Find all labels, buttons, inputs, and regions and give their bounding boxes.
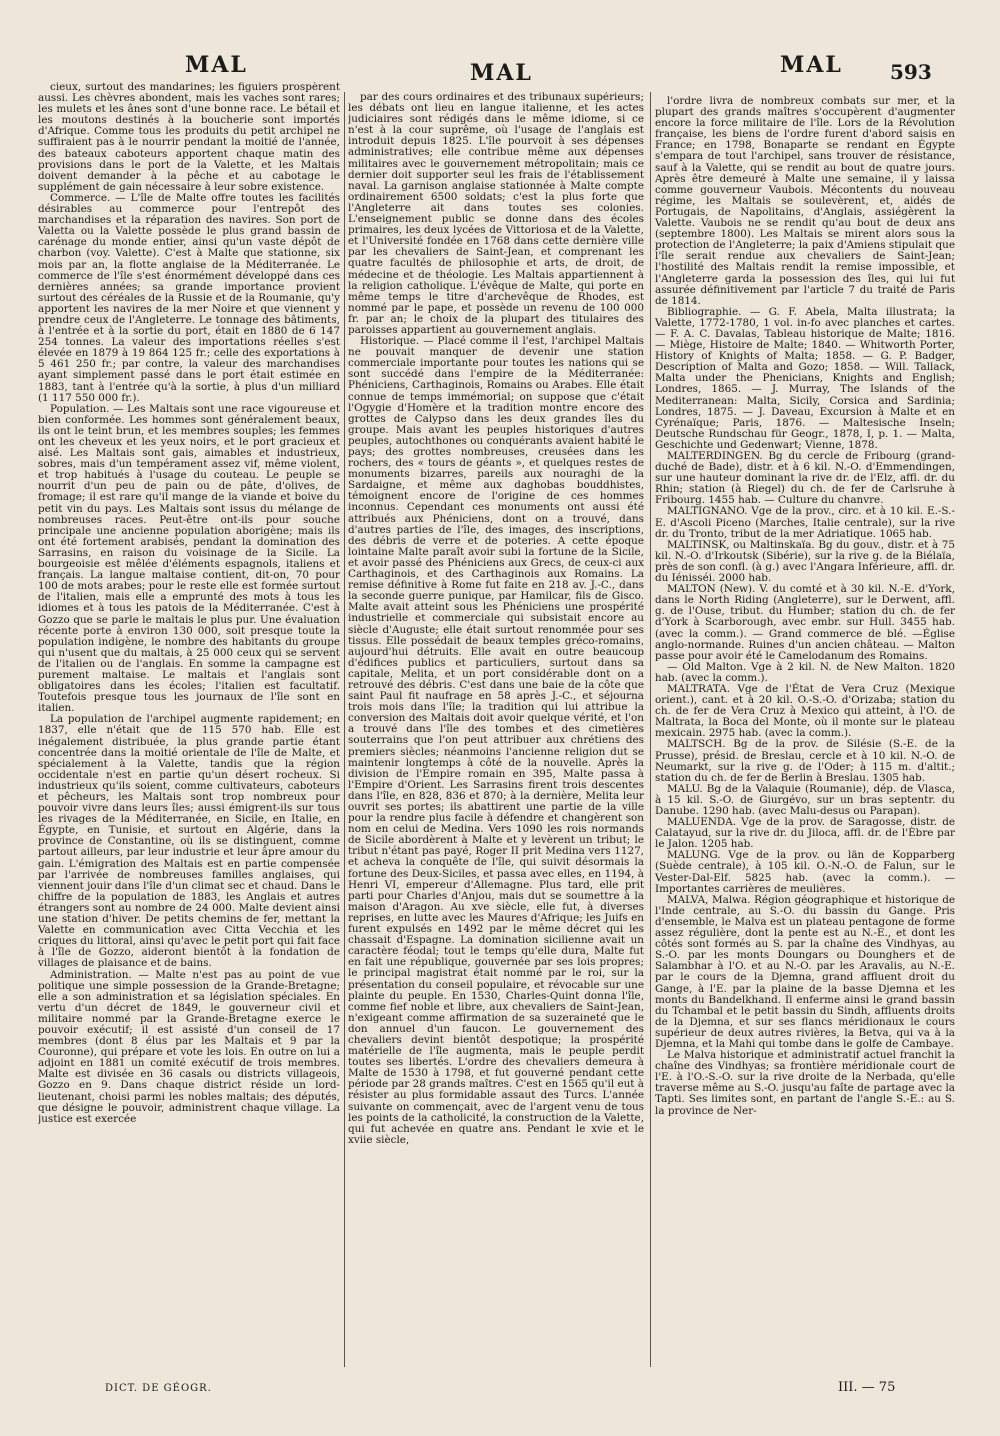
paragraph: Le Malva historique et administratif actuel franchit la chaîne des Vindhyas; sa frontière méridionale court de l'E. à l'O.-S.-O. sur la rive droite de la Nerbada, qu'elle traverse même au S.-O. jusqu'au faîte de partage avec la Tapti. Ses limites sont, en partant de l'angle S.-E.: au S. la province de Ner- xyxy=(655,1049,955,1117)
entry-malva: MALVA, Malwa. Région géographique et historique de l'Inde centrale, au S.-O. du bassin du Gange. Pris d'ensemble, le Malva est un plateau pentagone de forme assez régulière, dont la pente est au N.-E., et dont les côtés sont formés au S. par la chaîne des Vindhyas, au S.-O. par les monts Doungars ou Dounghers et de Salambhar à l'O. et au N.-O. par les Aravalis, au N.-E. par le cours de la Djemna, grand affluent droit du Gange, à l'E. par la plaine de la basse Djemna et les monts du Bandelkhand. Il enferme ainsi le grand bassin du Tchambal et le petit bassin du Sindh, affluents droits de la Djemna, et sur ses flancs méridionaux le cours supérieur de deux autres rivières, la Betva, qui va à la Djemna, et la Mahi qui tombe dans le golfe de Cambaye. xyxy=(655,893,955,1050)
paragraph: cieux, surtout des mandarines; les figuiers prospèrent aussi. Les chèvres abondent, mais les vaches sont rares; les mulets et les ânes sont d'une bonne race. Le bétail et les moutons destinés à la boucherie sont importés d'Afrique. Comme tous les produits du petit archipel ne suffiraient pas à le nourrir pendant la moitié de l'année, des bateaux caboteurs apportent chaque matin des provisions dans le port de la Valette, et les Maltais doivent demander à la pêche et au cabotage le supplément de gain nécessaire à leur sobre existence. xyxy=(38,82,340,193)
entry-malung: MALUNG. Vge de la prov. ou län de Kopparberg (Suède centrale), à 105 kil. O.-N.-O. de Falun, sur le Vester-Dal-Elf. 5825 hab. (avec la comm.). — Importantes carrières de meulières. xyxy=(655,849,955,895)
paragraph: l'ordre livra de nombreux combats sur mer, et la plupart des grands maîtres s'occupèrent d'augmenter encore la force militaire de l'île. Lors de la Révolution française, les biens de l'ordre furent d'abord saisis en France; en 1798, Bonaparte se rendant en Égypte s'empara de tout l'archipel, sans trouver de résistance, sauf à la Valette, qui se rendit au bout de quatre jours. Après être demeuré à Malte une semaine, il y laissa comme gouverneur Vaubois. Mécontents du nouveau régime, les Maltais se soulevèrent, et, aidés de Portugais, de Napolitains, d'Anglais, assiégèrent la Valette. Vaubois ne se rendit qu'au bout de deux ans (septembre 1800). Les Maltais se mirent alors sous la protection de l'Angleterre; la paix d'Amiens stipulait que l'île serait rendue aux chevaliers de Saint-Jean; l'hostilité des Maltais rendit la remise impossible, et l'Angleterre garda la possession des îles, qui lui fut assurée définitivement par l'article 7 du traité de Paris de 1814. xyxy=(655,96,955,307)
column-middle xyxy=(348,92,644,1382)
paragraph: Historique. — Placé comme il l'est, l'archipel Maltais ne pouvait manquer de devenir une station commerciale importante pour toutes les nations qui se sont succédé dans l'empire de la Méditerranée: Phéniciens, Carthaginois, Romains ou Arabes. Elle était connue de temps immémorial; on suppose que c'était l'Ogygie d'Homère et la tradition montre encore des grottes de Calypso dans les deux grandes îles du groupe. Mais avant les peuples historiques d'autres peuples, autochthones ou conquérants avaient habité le pays; des grottes nombreuses, creusées dans les rochers, des « tours de géants », et quelques restes de monuments bizarres, pareils aux nouraghi de la Sardaigne, et même aux daghobas bouddhistes, témoignent encore de l'origine de ces hommes inconnus. Cependant ces monuments ont aussi été attribués aux Phéniciens, dont on a trouvé, dans d'autres parties de l'île, des images, des inscriptions, des débris de verre et de poteries. A cette époque lointaine Malte paraît avoir subi la fortune de la Sicile, et avoir passé des Phéniciens aux Grecs, de ceux-ci aux Carthaginois, et des Carthaginois aux Romains. La remise définitive à Rome fut faite en 218 av. J.-C., dans la seconde guerre punique, par Hamilcar, fils de Gisco. Malte avait atteint sous les Phéniciens une prospérité industrielle et commerciale qui subsistait encore au siècle d'Auguste; elle était surtout renommée pour ses tissus. Elle possédait de beaux temples gréco-romains, aujourd'hui détruits. Elle avait en outre beaucoup d'édifices publics et particuliers, surtout dans sa capitale, Melita, et un port considérable dont on a retrouvé des débris. C'est dans une baie de la côte que saint Paul fit naufrage en 58 après J.-C., et séjourna trois mois dans l'île; la tradition qui lui attribue la conversion des Maltais doit avoir quelque vérité, et l'on a trouvé dans l'île des tombes et des cimetières souterrains que l'on peut attribuer aux chrétiens des premiers siècles; néanmoins l'ancienne religion dut se maintenir longtemps à côté de la nouvelle. Après la division de l'Empire romain en 395, Malte passa à l'Empire d'Orient. Les Sarrasins firent trois descentes dans l'île, en 828, 836 et 870; à la dernière, Melita leur ouvrit ses portes; ils abattirent une partie de la ville pour la rendre plus facile à défendre et changèrent son nom en celui de Medina. Vers 1090 les rois normands de Sicile abordèrent à Malte et y levèrent un tribut; le tribut n'étant pas payé, Roger II prit Medina vers 1127, et acheva la conquête de l'île, qui suivit désormais la fortune des Deux-Siciles, et passa avec elles, en 1194, à Henri VI, empereur d'Allemagne. Plus tard, elle prit parti pour Charles d'Anjou, mais dut se soumettre à la maison d'Aragon. Au xve siècle, elle fut, à diverses reprises, en lutte avec les Maures d'Afrique; les Juifs en furent expulsés en 1492 par le même décret qui les chassait d'Espagne. La domination sicilienne avait un caractère féodal; tout le temps qu'elle dura, Malte fut en fait une république, gouvernée par ses lois propres; le principal magistrat était nommé par le roi, sur la présentation du conseil populaire, et révocable sur une plainte du peuple. En 1530, Charles-Quint donna l'île, comme fief noble et libre, aux chevaliers de Saint-Jean, n'exigeant comme affirmation de sa suzeraineté que le don annuel d'un faucon. Le gouvernement des chevaliers devint bientôt despotique; la prospérité matérielle de l'île augmenta, mais le peuple perdit toutes ses libertés. L'ordre des chevaliers demeura à Malte de 1530 à 1798, et fut gouverné pendant cette période par 28 grands maîtres. C'est en 1565 qu'il eut à résister au plus formidable assaut des Turcs. L'année suivante on commençait, avec de l'argent venu de tous les points de la catholicité, la construction de la Valette, qui fut achevée en quatre ans. Pendant le xvie et le xviie siècle, xyxy=(348,335,644,1146)
paragraph: La population de l'archipel augmente rapidement; en 1837, elle n'était que de 115 570 hab. Elle est inégalement distribuée, la plus grande partie étant concentrée dans la moitié orientale de l'île de Malte, et spécialement à la Valette, tandis que la région occidentale n'est en partie qu'un désert rocheux. Si industrieux qu'ils soient, comme cultivateurs, caboteurs et pêcheurs, les Maltais sont trop nombreux pour pouvoir vivre dans leurs îles; aussi émigrent-ils sur tous les rivages de la Méditerranée, en Sicile, en Italie, en Égypte, en Tunisie, et surtout en Algérie, dans la province de Constantine, où ils se distinguent, comme partout ailleurs, par leur industrie et leur âpre amour du gain. L'émigration des Maltais est en partie compensée par l'arrivée de nombreuses familles anglaises, qui viennent jouir dans l'île d'un climat sec et chaud. Dans le chiffre de la population de 1883, les Anglais et autres étrangers sont au nombre de 24 000. Malte devient ainsi une station d'hiver. De petits chemins de fer, mettant la Valette en communication avec Citta Vecchia et les criques du littoral, ainsi qu'avec le petit port qui fait face à l'île de Gozzo, aideront bientôt à la fondation de villages de plaisance et de bains. xyxy=(38,713,340,970)
page-number: 593 xyxy=(890,60,932,84)
entry-maltignano: MALTIGNANO. Vge de la prov., circ. et à 10 kil. E.-S.-E. d'Ascoli Piceno (Marches, Italie centrale), sur la rive dr. du Tronto, tribut de la mer Adriatique. 1065 hab. xyxy=(655,505,955,540)
entry-maltsch: MALTSCH. Bg de la prov. de Silésie (S.-E. de la Prusse), présid. de Breslau, cercle et à 10 kil. N.-O. de Neumarkt, sur la rive g. de l'Oder; à 115 m. d'altit.; station du ch. de fer de Berlin à Breslau. 1305 hab. xyxy=(655,738,955,784)
column-right xyxy=(655,96,955,1386)
footer-volume: III. — 75 xyxy=(838,1380,896,1395)
paragraph: par des cours ordinaires et des tribunaux supérieurs; les débats ont lieu en langue italienne, et les actes judiciaires sont rédigés dans le même idiome, si ce n'est à la cour suprême, où l'usage de l'anglais est introduit depuis 1825. L'île pourvoit à ses dépenses administratives; elle contribue même aux dépenses militaires avec le gouvernement métropolitain; mais ce dernier doit supporter seul les frais de l'établissement naval. La garnison anglaise stationnée à Malte compte ordinairement 6500 soldats; c'est la plus forte que l'Angleterre ait dans toutes ses colonies. L'enseignement public se donne dans des écoles primaires, les deux lycées de Vittoriosa et de la Valette, et l'Université fondée en 1768 dans cette dernière ville par les chevaliers de Saint-Jean, et comprenant les quatre facultés de philosophie et arts, de droit, de médecine et de théologie. Les Maltais appartiennent à la religion catholique. L'évêque de Malte, qui porte en même temps le titre d'archevêque de Rhodes, est nommé par le pape, et possède un revenu de 100 000 fr. par an; le choix de la plupart des titulaires des paroisses appartient au gouvernement anglais. xyxy=(348,92,644,336)
footer-signature: DICT. DE GÉOGR. xyxy=(105,1383,212,1394)
entry-malton: MALTON (New). V. du comté et à 30 kil. N.-E. d'York, dans le North Riding (Angleterre), sur le Derwent, affl. g. de l'Ouse, tribut. du Humber; station du ch. de fer d'York à Scarborough, avec embr. sur Hull. 3455 hab. (avec la comm.). — Grand commerce de blé. —Église anglo-normande. Ruines d'un ancien château. — Malton passe pour avoir été le Camelodanum des Romains. xyxy=(655,583,955,662)
entry-maltrata: MALTRATA. Vge de l'État de Vera Cruz (Mexique orient.), cant. et à 20 kil. O.-S.-O. d'Orizaba; station du ch. de fer de Vera Cruz à Mexico qui atteint, à l'O. de Maltrata, la Boca del Monte, où il monte sur le plateau mexicain. 2975 hab. (avec la comm.). xyxy=(655,682,955,740)
column-rule-2 xyxy=(650,92,651,1367)
column-left xyxy=(38,82,340,1372)
entry-maluenda: MALUENDA. Vge de la prov. de Saragosse, distr. de Calatayud, sur la rive dr. du Jiloca, affl. dr. de l'Èbre par le Jalon. 1205 hab. xyxy=(655,816,955,851)
entry-malu: MALU. Bg de la Valaquie (Roumanie), dép. de Vlasca, à 15 kil. S.-O. de Giurgévo, sur un bras septentr. du Danube. 1290 hab. (avec Malu-desus ou Parapan). xyxy=(655,782,955,817)
paragraph: Commerce. — L'île de Malte offre toutes les facilités désirables au commerce pour l'entrepôt des marchandises et la réparation des navires. Son port de Valetta ou la Valette possède le plus grand bassin de carénage du monde entier, ainsi qu'un vaste dépôt de charbon (voy. Valette). C'est à Malte que stationne, six mois par an, la flotte anglaise de la Méditerranée. Le commerce de l'île s'est énormément développé dans ces dernières années; sa grande importance provient surtout des céréales de la Russie et de la Roumanie, qu'y apportent les navires de la mer Noire et que viennent y prendre ceux de l'Angleterre. Le tonnage des bâtiments, à l'entrée et à la sortie du port, était en 1880 de 6 147 254 tonnes. La valeur des importations réelles s'est élevée en 1879 à 19 864 125 fr.; celle des exportations à 5 461 250 fr.; par contre, la valeur des marchandises ayant simplement passé dans le port était estimée en 1883, tant à l'entrée qu'à la sortie, à plus d'un milliard (1 117 550 000 fr.). xyxy=(38,191,340,404)
running-head-left: MAL xyxy=(185,52,248,78)
entry-malterdingen: MALTERDINGEN. Bg du cercle de Fribourg (grand-duché de Bade), distr. et à 6 kil. N.-O. d'Emmendingen, sur une hauteur dominant la rive dr. de l'Elz, affl. dr. du Rhin; station (à Riegel) du ch. de fer de Carlsruhe à Fribourg. 1455 hab. — Culture du chanvre. xyxy=(655,450,955,507)
paragraph: Population. — Les Maltais sont une race vigoureuse et bien conformée. Les hommes sont généralement beaux, ils ont le teint brun, et les membres souples; les femmes ont les cheveux et les yeux noirs, et le port gracieux et aisé. Les Maltais sont gais, aimables et industrieux, sobres, mais d'un tempérament assez vif, même violent, et trop habitués à l'usage du couteau. Le peuple se nourrit d'un peu de pain ou de pâte, d'olives, de fromage; il est rare qu'il mange de la viande et boive du petit vin du pays. Les Maltais sont issus du mélange de nombreuses races. Peut-être ont-ils pour souche principale une ancienne population aborigène; mais ils ont été fortement arabisés, pendant la domination des Sarrasins, en raison du voisinage de la Sicile. La bourgeoisie est mêlée d'éléments espagnols, italiens et français. La langue maltaise contient, dit-on, 70 pour 100 de mots arabes; pour le reste elle est formée surtout de l'italien, mais elle a emprunté des mots à tous les idiomes et à tous les patois de la Méditerranée. C'est à Gozzo que se parle le maltais le plus pur. Une évaluation récente porte à environ 130 000, soit presque toute la population indigène, le nombre des habitants du groupe qui n'usent que du maltais, à 25 000 ceux qui se servent de l'italien ou de l'anglais. En somme la campagne est purement maltaise. Le maltais et l'anglais sont obligatoires dans les écoles; l'italien est facultatif. Toutefois presque tous les journaux de l'île sont en italien. xyxy=(38,402,340,715)
entry-maltinsk: MALTINSK, ou Maltinskaïa. Bg du gouv., distr. et à 75 kil. N.-O. d'Irkoutsk (Sibérie), sur la rive g. de la Biélaïa, près de son confl. (à g.) avec l'Angara Inférieure, affl. dr. du Iénisséi. 2000 hab. xyxy=(655,538,955,585)
column-rule-1 xyxy=(344,92,345,1367)
running-head-right: MAL xyxy=(780,52,843,78)
paragraph: Administration. — Malte n'est pas au point de vue politique une simple possession de la Grande-Bretagne; elle a son administration et sa législation spéciales. En vertu d'un décret de 1849, le gouverneur civil et militaire nommé par la Grande-Bretagne exerce le pouvoir exécutif; il est assisté d'un conseil de 17 membres (dont 8 élus par les Maltais et 9 par la Couronne), qui prépare et vote les lois. En outre on lui a adjoint en 1881 un comité exécutif de trois membres. Malte est divisée en 36 casals ou districts villageois, Gozzo en 9. Dans chaque district réside un lord-lieutenant, choisi parmi les nobles maltais; des députés, que désigne le pouvoir, administrent chaque village. La justice est exercée xyxy=(38,968,340,1125)
bibliography: Bibliographie. — G. F. Abela, Malta illustrata; la Valette, 1772-1780, 1 vol. in-fo avec planches et cartes. — F. A. C. Davalas, Tableau historique de Malte; 1816. — Miège, Histoire de Malte; 1840. — Whitworth Porter, History of Knights of Malta; 1858. — G. P. Badger, Description of Malta and Gozo; 1858. — Will. Tallack, Malta under the Phenicians, Knights and English; Londres, 1865. — J. Murray, The Islands of the Mediterranean: Malta, Sicily, Corsica and Sardinia; Londres, 1875. — J. Daveau, Excursion à Malte et en Cyrénaïque; Paris, 1876. — Maltesische Inseln; Deutsche Rundschau für Geogr., 1878, I, p. 1. — Malta, Geschichte und Gedenwart; Vienne, 1878. xyxy=(655,305,955,451)
running-head-center: MAL xyxy=(470,60,533,86)
entry-old-malton: — Old Malton. Vge à 2 kil. N. de New Malton. 1820 hab. (avec la comm.). xyxy=(655,660,955,684)
